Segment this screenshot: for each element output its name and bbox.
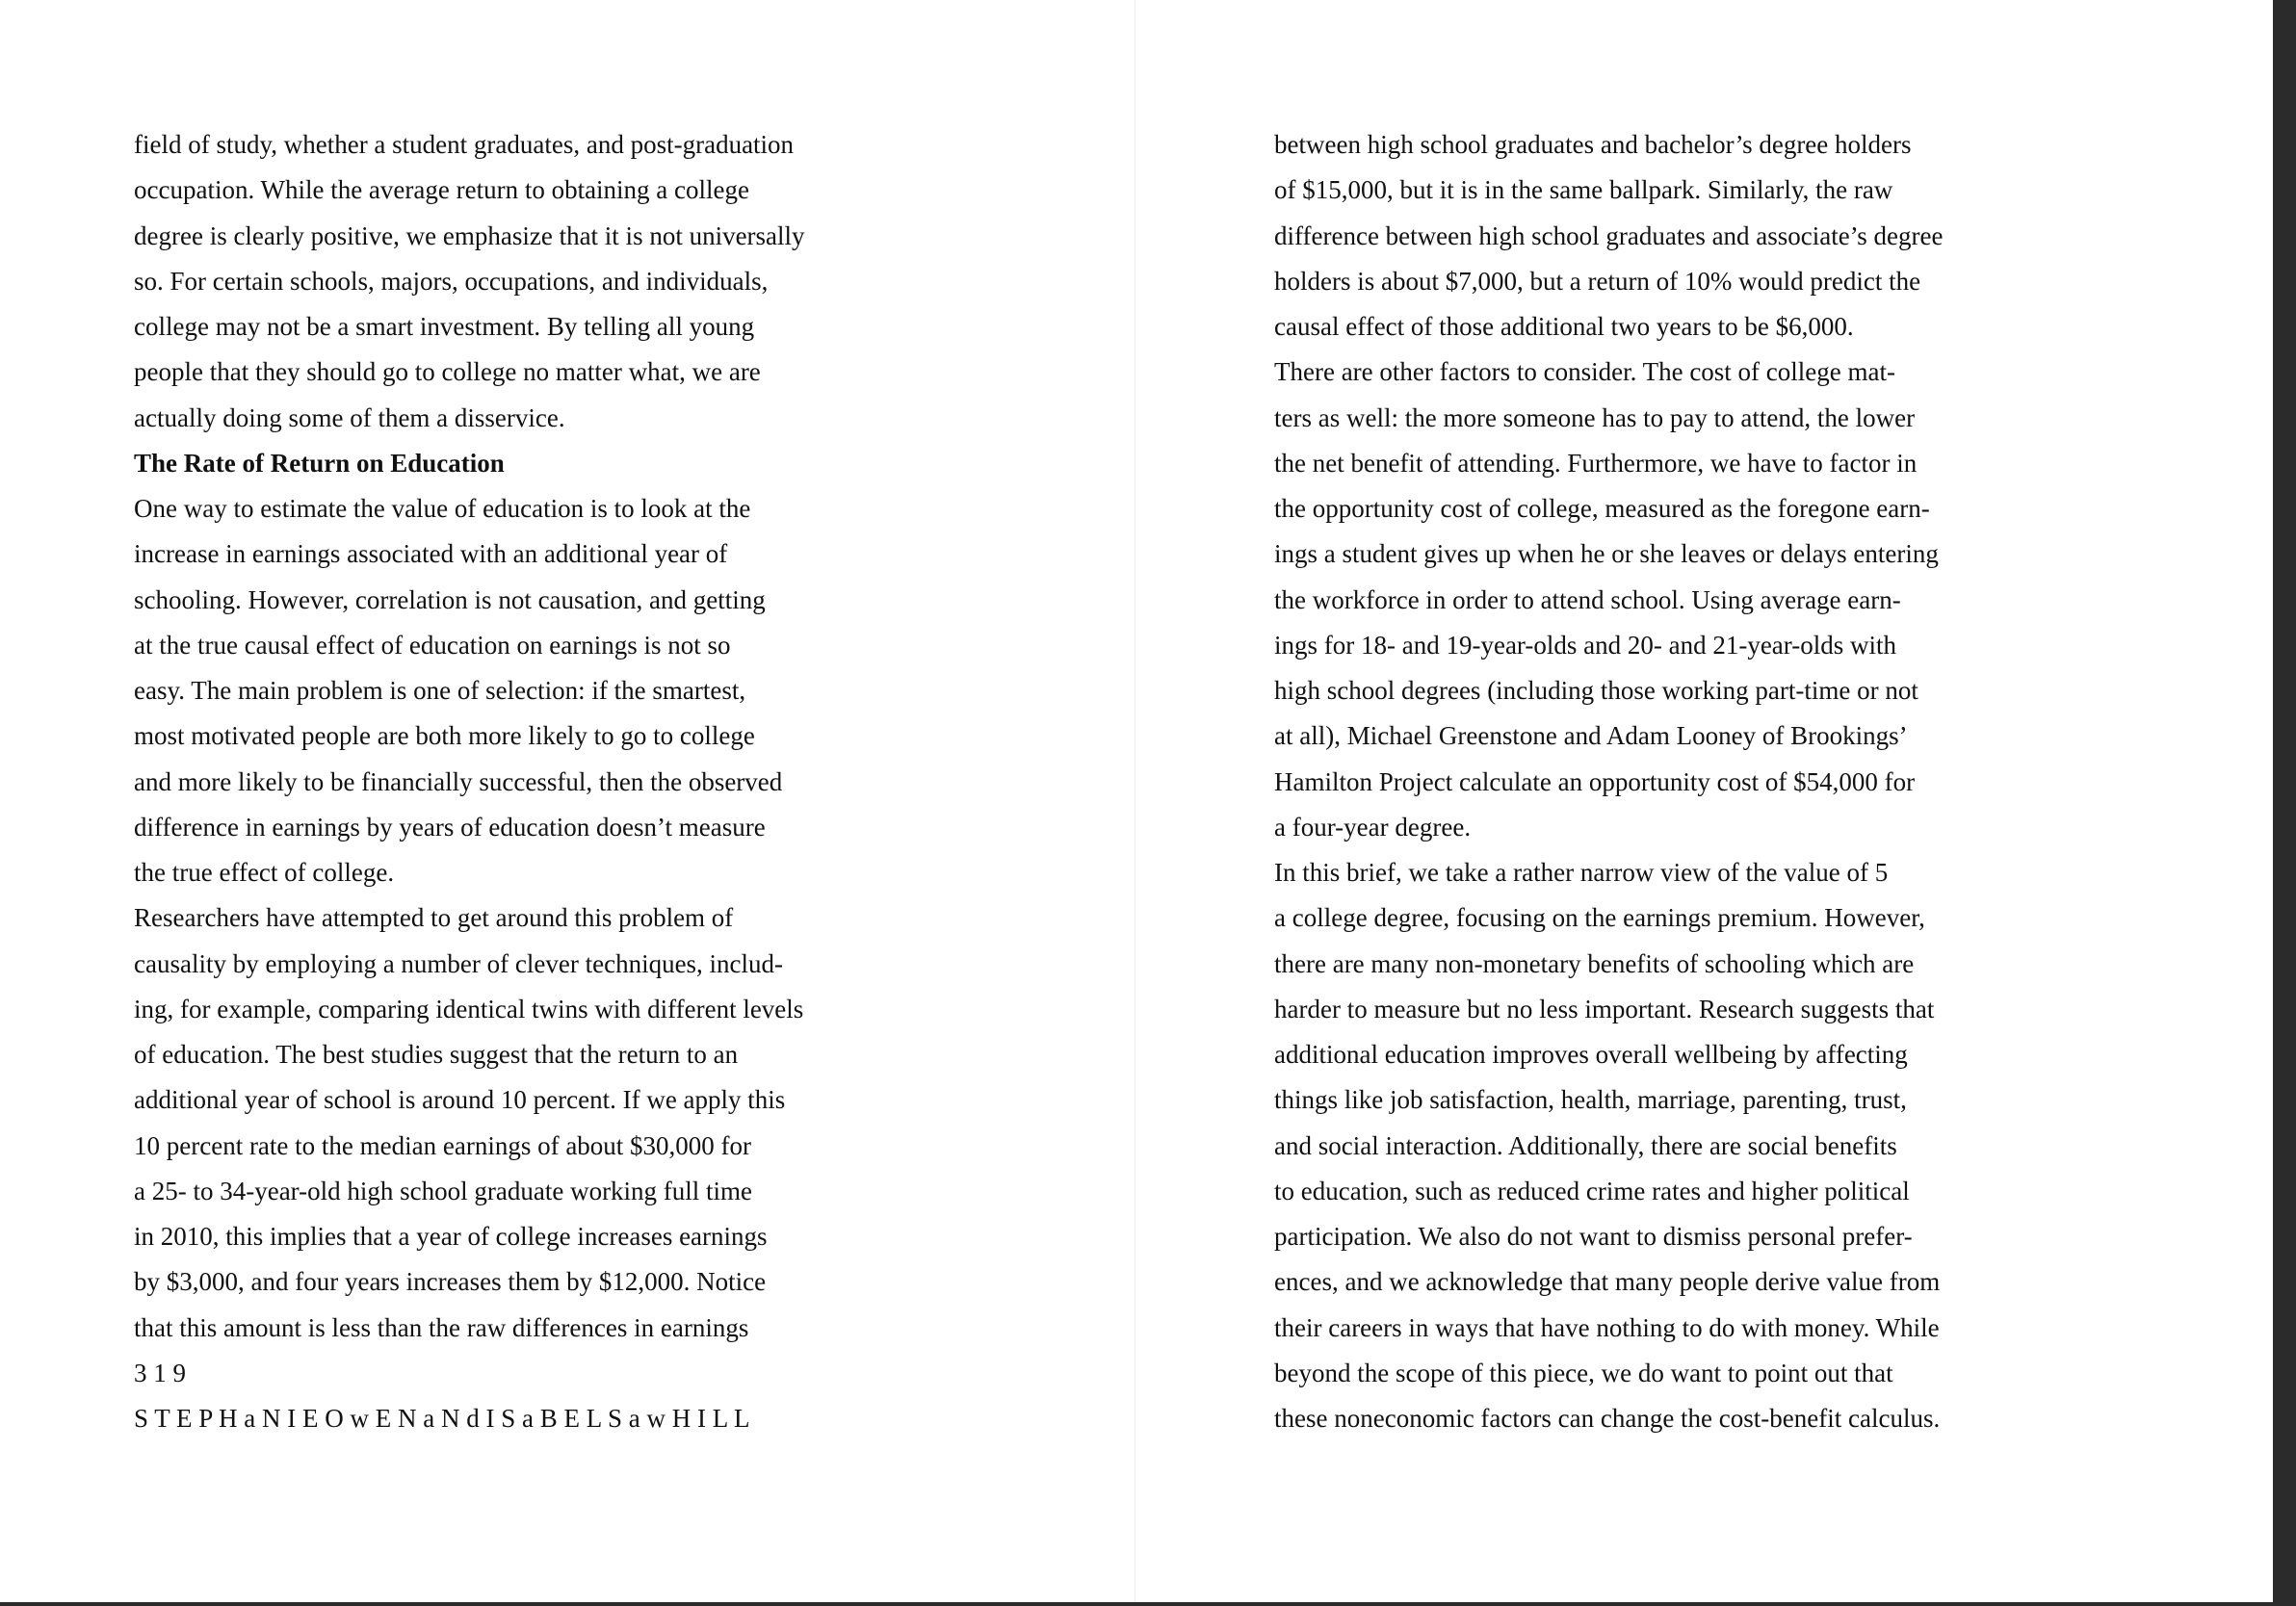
text-line: One way to estimate the value of education is to look at the	[134, 494, 751, 523]
text-line: easy. The main problem is one of selection: if the smartest,	[134, 676, 746, 705]
text-line: additional education improves overall wellbeing by affecting	[1274, 1040, 1908, 1069]
text-line: their careers in ways that have nothing to do with money. While	[1274, 1312, 1940, 1342]
text-line: difference between high school graduates and associate’s degree	[1274, 220, 1944, 250]
text-line: There are other factors to consider. The cost of college mat-	[1274, 357, 1895, 387]
text-line: causal effect of those additional two years to be $6,000.	[1274, 312, 1854, 341]
text-line: at the true causal effect of education on earnings is not so	[134, 630, 731, 660]
text-line: in 2010, this implies that a year of college increases earnings	[134, 1222, 768, 1251]
text-line: that this amount is less than the raw differences in earnings	[134, 1312, 749, 1342]
text-line: at all), Michael Greenstone and Adam Looney of Brookings’	[1274, 721, 1908, 751]
viewer-bottom-edge	[0, 1602, 2296, 1606]
text-line: beyond the scope of this piece, we do want to point out that	[1274, 1358, 1893, 1387]
text-line: of education. The best studies suggest that the return to an	[134, 1040, 739, 1069]
text-line: the net benefit of attending. Furthermore, we have to factor in	[1274, 448, 1918, 478]
text-line: participation. We also do not want to dismiss personal prefer-	[1274, 1222, 1913, 1251]
text-line: a college degree, focusing on the earnings premium. However,	[1274, 903, 1925, 933]
text-line: a 25- to 34-year-old high school graduate working full time	[134, 1176, 753, 1205]
text-line: ters as well: the more someone has to pay to attend, the lower	[1274, 402, 1916, 432]
right-page-text	[1274, 122, 1943, 1441]
text-line: degree is clearly positive, we emphasize that it is not universally	[134, 220, 805, 250]
text-line: most motivated people are both more likely to go to college	[134, 721, 755, 751]
page-number: 3 1 9	[134, 1358, 186, 1387]
text-line: ences, and we acknowledge that many people derive value from	[1274, 1267, 1941, 1297]
text-line: additional year of school is around 10 percent. If we apply this	[134, 1085, 786, 1115]
viewer-right-scroll-edge	[2273, 0, 2296, 1606]
text-line: these noneconomic factors can change the cost-benefit calculus.	[1274, 1404, 1941, 1433]
text-line: and more likely to be financially successful, then the observed	[134, 766, 783, 796]
text-line: of $15,000, but it is in the same ballpark. Similarly, the raw	[1274, 175, 1893, 205]
text-line: the workforce in order to attend school. Using average earn-	[1274, 584, 1901, 614]
text-line: to education, such as reduced crime rates and higher political	[1274, 1176, 1910, 1205]
text-line: difference in earnings by years of education doesn’t measure	[134, 812, 766, 842]
text-line: actually doing some of them a disservice.	[134, 402, 565, 432]
text-line: between high school graduates and bachelor’s degree holders	[1274, 130, 1912, 159]
section-heading: The Rate of Return on Education	[134, 448, 505, 478]
author-running-footer: S T E P H a N I E O w E N a N d I S a B E L S a w H I L L	[134, 1404, 750, 1433]
left-page-text	[134, 122, 805, 1441]
text-line: ings for 18- and 19-year-olds and 20- and 21-year-olds with	[1274, 630, 1896, 660]
text-line: high school degrees (including those working part-time or not	[1274, 676, 1918, 705]
text-line: a four-year degree.	[1274, 812, 1472, 842]
text-line: and social interaction. Additionally, there are social benefits	[1274, 1130, 1897, 1160]
text-line: occupation. While the average return to obtaining a college	[134, 175, 749, 205]
text-line: In this brief, we take a rather narrow view of the value of 5	[1274, 858, 1889, 887]
text-line: harder to measure but no less important. Research suggests that	[1274, 994, 1935, 1023]
text-line: there are many non-monetary benefits of schooling which are	[1274, 948, 1915, 978]
text-line: field of study, whether a student graduates, and post-graduation	[134, 130, 795, 159]
text-line: the true effect of college.	[134, 858, 395, 887]
text-line: things like job satisfaction, health, marriage, parenting, trust,	[1274, 1085, 1907, 1115]
text-line: holders is about $7,000, but a return of 10% would predict the	[1274, 266, 1921, 296]
text-line: 10 percent rate to the median earnings of about $30,000 for	[134, 1130, 752, 1160]
text-line: so. For certain schools, majors, occupations, and individuals,	[134, 266, 769, 296]
text-line: Hamilton Project calculate an opportunity cost of $54,000 for	[1274, 766, 1916, 796]
text-line: increase in earnings associated with an additional year of	[134, 539, 728, 569]
text-line: the opportunity cost of college, measured as the foregone earn-	[1274, 494, 1930, 523]
text-line: college may not be a smart investment. By telling all young	[134, 312, 755, 341]
text-line: causality by employing a number of clever techniques, includ-	[134, 948, 784, 978]
text-line: by $3,000, and four years increases them by $12,000. Notice	[134, 1267, 767, 1297]
text-line: people that they should go to college no matter what, we are	[134, 357, 761, 387]
text-line: ing, for example, comparing identical twins with different levels	[134, 994, 804, 1023]
text-line: schooling. However, correlation is not causation, and getting	[134, 584, 766, 614]
text-line: ings a student gives up when he or she leaves or delays entering	[1274, 539, 1939, 569]
text-line: Researchers have attempted to get around this problem of	[134, 903, 734, 933]
